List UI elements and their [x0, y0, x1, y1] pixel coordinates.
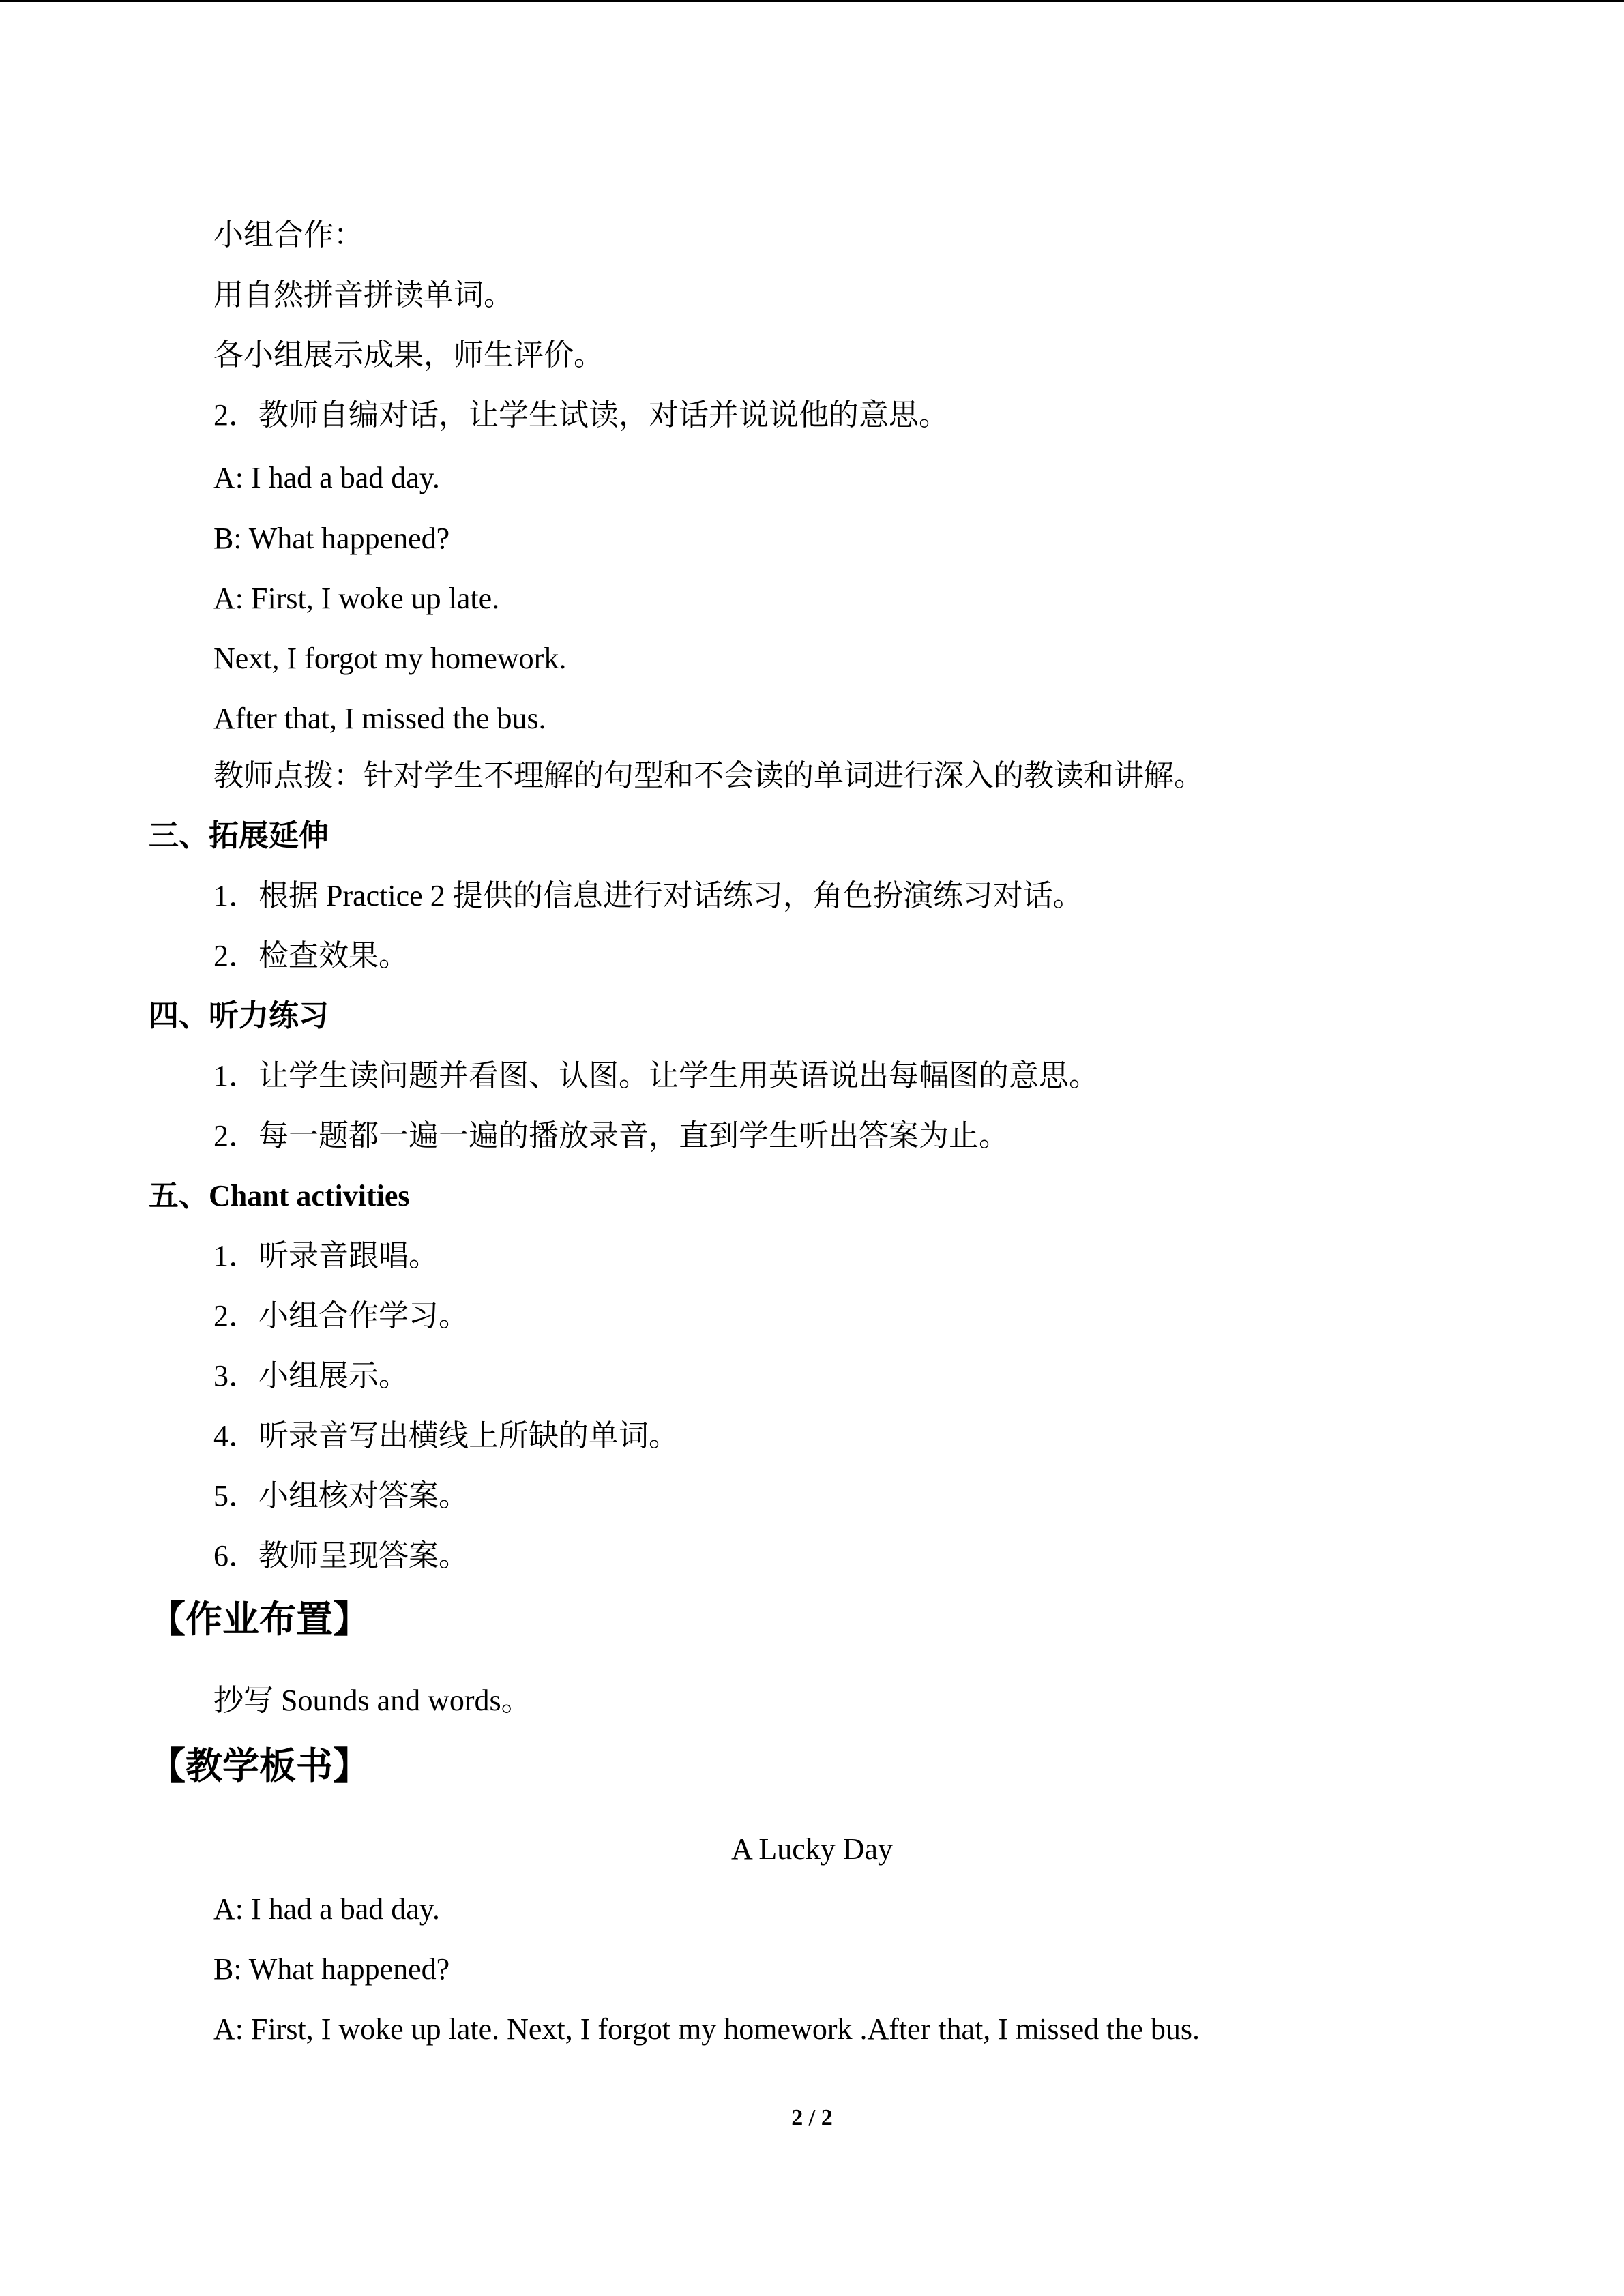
- dialogue-line: A: I had a bad day.: [213, 1892, 440, 1926]
- list-item: 1．听录音跟唱。: [213, 1239, 439, 1272]
- list-item: 4．听录音写出横线上所缺的单词。: [213, 1419, 679, 1452]
- page-top-border: [0, 0, 1624, 2]
- list-item: 1．让学生读问题并看图、认图。让学生用英语说出每幅图的意思。: [213, 1059, 1099, 1092]
- dialogue-line: B: What happened?: [213, 522, 450, 555]
- text-line: 2．教师自编对话，让学生试读，对话并说说他的意思。: [213, 398, 949, 432]
- board-title: A Lucky Day: [730, 1832, 894, 1866]
- dialogue-line: After that, I missed the bus.: [213, 702, 546, 735]
- text-line: 小组合作：: [213, 218, 364, 252]
- list-item: 6．教师呈现答案。: [213, 1539, 469, 1572]
- homework-text: 抄写 Sounds and words。: [213, 1684, 531, 1717]
- homework-heading: 【作业布置】: [149, 1599, 370, 1640]
- page-number: 2 / 2: [791, 2105, 833, 2130]
- dialogue-line: A: First, I woke up late.: [213, 582, 500, 615]
- dialogue-line: B: What happened?: [213, 1952, 450, 1986]
- list-item: 5．小组核对答案。: [213, 1479, 469, 1512]
- board-heading: 【教学板书】: [149, 1746, 370, 1787]
- dialogue-line: A: I had a bad day.: [213, 461, 440, 494]
- list-item: 3．小组展示。: [213, 1359, 409, 1392]
- section-heading-chant: 五、Chant activities: [149, 1179, 410, 1212]
- list-item: 2．小组合作学习。: [213, 1299, 469, 1332]
- text-line: 用自然拼音拼读单词。: [213, 278, 514, 312]
- list-item: 2．检查效果。: [213, 939, 409, 972]
- dialogue-line: Next, I forgot my homework.: [213, 642, 567, 675]
- list-item: 2．每一题都一遍一遍的播放录音，直到学生听出答案为止。: [213, 1119, 1009, 1152]
- list-item: 1．根据 Practice 2 提供的信息进行对话练习，角色扮演练习对话。: [213, 879, 1083, 912]
- dialogue-line: A: First, I woke up late. Next, I forgot my homework .After that, I missed the bus.: [213, 2012, 1200, 2046]
- section-heading-listening: 四、听力练习: [149, 999, 329, 1032]
- text-line: 各小组展示成果，师生评价。: [213, 338, 604, 372]
- section-heading-extension: 三、拓展延伸: [149, 819, 329, 852]
- text-line: 教师点拨：针对学生不理解的句型和不会读的单词进行深入的教读和讲解。: [213, 759, 1204, 792]
